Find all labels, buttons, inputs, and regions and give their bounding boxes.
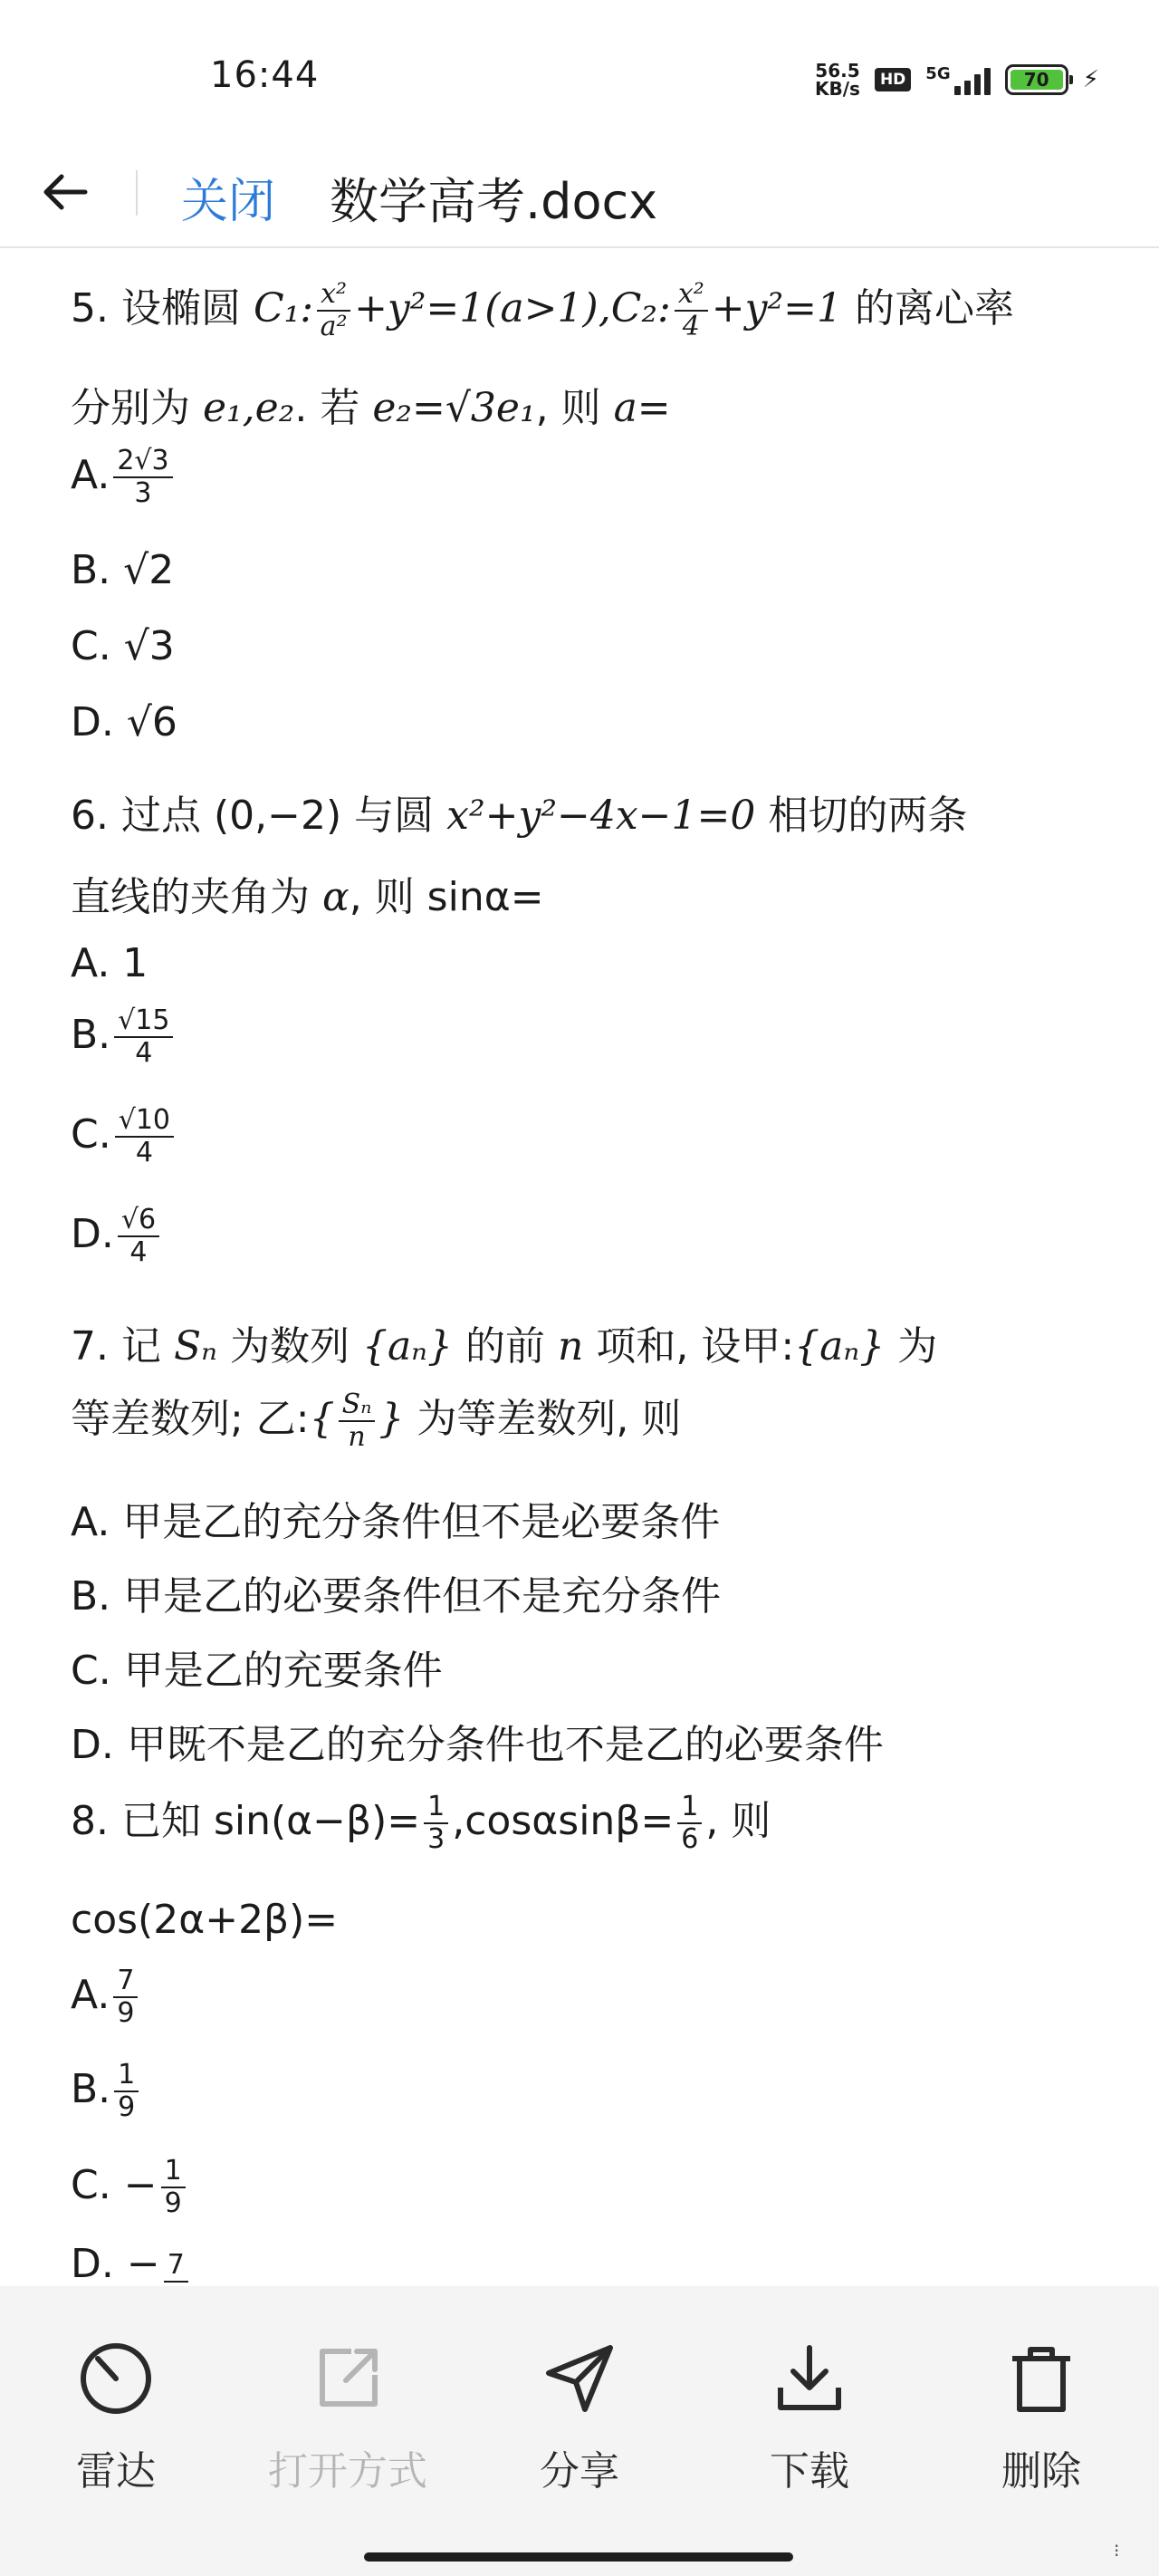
back-arrow-icon[interactable] — [36, 163, 94, 221]
status-indicators — [815, 60, 1099, 100]
close-button[interactable]: 关闭 — [181, 175, 276, 229]
question-5-line-2 — [71, 375, 671, 433]
q6-option-b: B. $\frac{√15}{4}$ — [71, 1005, 177, 1069]
download-label: 下载 — [770, 2448, 849, 2494]
document-content — [0, 248, 1159, 2286]
question-5-line-1 — [71, 275, 1014, 342]
status-bar — [0, 0, 1159, 136]
delete-label: 删除 — [1001, 2448, 1081, 2494]
q5-math: e₂=√3e₁ — [372, 385, 536, 431]
q6-option-a: A. 1 — [71, 940, 148, 986]
network-speed-unit: KB/s — [815, 78, 860, 100]
radar-label: 雷达 — [76, 2448, 156, 2494]
question-7-line-2: 等差数列; 乙:{ $\frac{\text{Sₙ}}{n}$ } 为等差数列, 则 — [71, 1389, 682, 1453]
q6-option-c: C. $\frac{√10}{4}$ — [71, 1105, 177, 1168]
q5-option-b: B. √2 — [71, 547, 175, 593]
share-label: 分享 — [540, 2448, 619, 2494]
download-icon — [771, 2341, 848, 2417]
q8-option-c: C. − $\frac{1}{9}$ — [71, 2156, 189, 2219]
corner-mark: ⁝ — [1114, 2540, 1120, 2562]
charging-icon: ⚡ — [1082, 66, 1099, 93]
q5-math: C₁: — [253, 285, 314, 332]
q5-text: . 若 — [294, 385, 360, 431]
open-with-button[interactable] — [248, 2341, 447, 2496]
q6-option-d: D. $\frac{√6}{4}$ — [71, 1205, 163, 1268]
q5-text: 的离心率 — [855, 285, 1015, 332]
q8-option-d: D. − 7 — [71, 2241, 192, 2286]
document-title: 数学高考.docx — [330, 173, 658, 230]
q8-option-b: B. $\frac{1}{9}$ — [71, 2060, 142, 2123]
radar-icon — [78, 2341, 154, 2417]
q8-option-a: A. $\frac{7}{9}$ — [71, 1966, 141, 2029]
question-8-line-2: cos(2α+2β)= — [71, 1897, 339, 1943]
q5-fraction-2: $\frac{\text{x²}}{4}$ — [675, 279, 708, 342]
app-header — [0, 136, 1159, 248]
q7-option-d: D. 甲既不是乙的充分条件也不是乙的必要条件 — [71, 1722, 884, 1768]
q5-text: 分别为 — [71, 385, 190, 431]
radar-button[interactable] — [16, 2341, 216, 2496]
battery-icon — [1005, 64, 1068, 95]
q5-option-a: A. $\frac{2√3}{3}$ — [71, 446, 177, 509]
question-8-line-1: 8. 已知 sin(α−β)= $\frac{1}{3}$ ,cosαsinβ= $\frac{1}{6}$ , 则 — [71, 1791, 771, 1855]
signal-icon — [925, 64, 990, 95]
share-button[interactable] — [480, 2341, 679, 2496]
question-6-line-1: 6. 过点 (0,−2) 与圆 x²+y²−4x−1=0 相切的两条 — [71, 793, 968, 839]
battery-level: 70 — [1011, 70, 1063, 90]
question-7-line-1: 7. 记 Sₙ 为数列 {aₙ} 的前 n 项和, 设甲:{aₙ} 为 — [71, 1323, 938, 1370]
status-time: 16:44 — [210, 54, 320, 96]
network-speed — [815, 62, 860, 98]
q5-math: e₁,e₂ — [203, 385, 295, 431]
q5-text: , 则 — [535, 385, 601, 431]
q7-option-c: C. 甲是乙的充要条件 — [71, 1648, 443, 1694]
q7-option-a: A. 甲是乙的充分条件但不是必要条件 — [71, 1499, 721, 1545]
download-button[interactable] — [710, 2341, 909, 2496]
q5-option-d: D. √6 — [71, 699, 177, 745]
q5-math: +y²=1(a>1),C₂: — [354, 285, 671, 332]
delete-button[interactable] — [942, 2341, 1141, 2496]
q5-text: 5. 设椭圆 — [71, 285, 241, 332]
q5-option-a-fraction: $\frac{2√3}{3}$ — [113, 446, 172, 509]
q7-option-b: B. 甲是乙的必要条件但不是充分条件 — [71, 1573, 722, 1620]
network-type: 5G — [925, 64, 951, 83]
question-6-line-2: 直线的夹角为 α, 则 sinα= — [71, 874, 544, 920]
q5-math: a= — [613, 385, 671, 431]
network-speed-value: 56.5 — [815, 60, 860, 82]
q5-math: +y²=1 — [711, 285, 843, 332]
header-divider — [136, 170, 138, 216]
share-icon — [541, 2341, 618, 2417]
hd-badge: HD — [875, 68, 911, 91]
open-external-icon — [310, 2341, 386, 2417]
bottom-toolbar — [0, 2286, 1159, 2576]
q5-fraction-1: $\frac{\text{x²}}{\text{a²}}$ — [317, 279, 350, 342]
q5-option-c: C. √3 — [71, 623, 175, 669]
home-indicator[interactable] — [364, 2552, 793, 2562]
open-with-label: 打开方式 — [268, 2448, 427, 2494]
delete-icon — [1003, 2341, 1079, 2417]
